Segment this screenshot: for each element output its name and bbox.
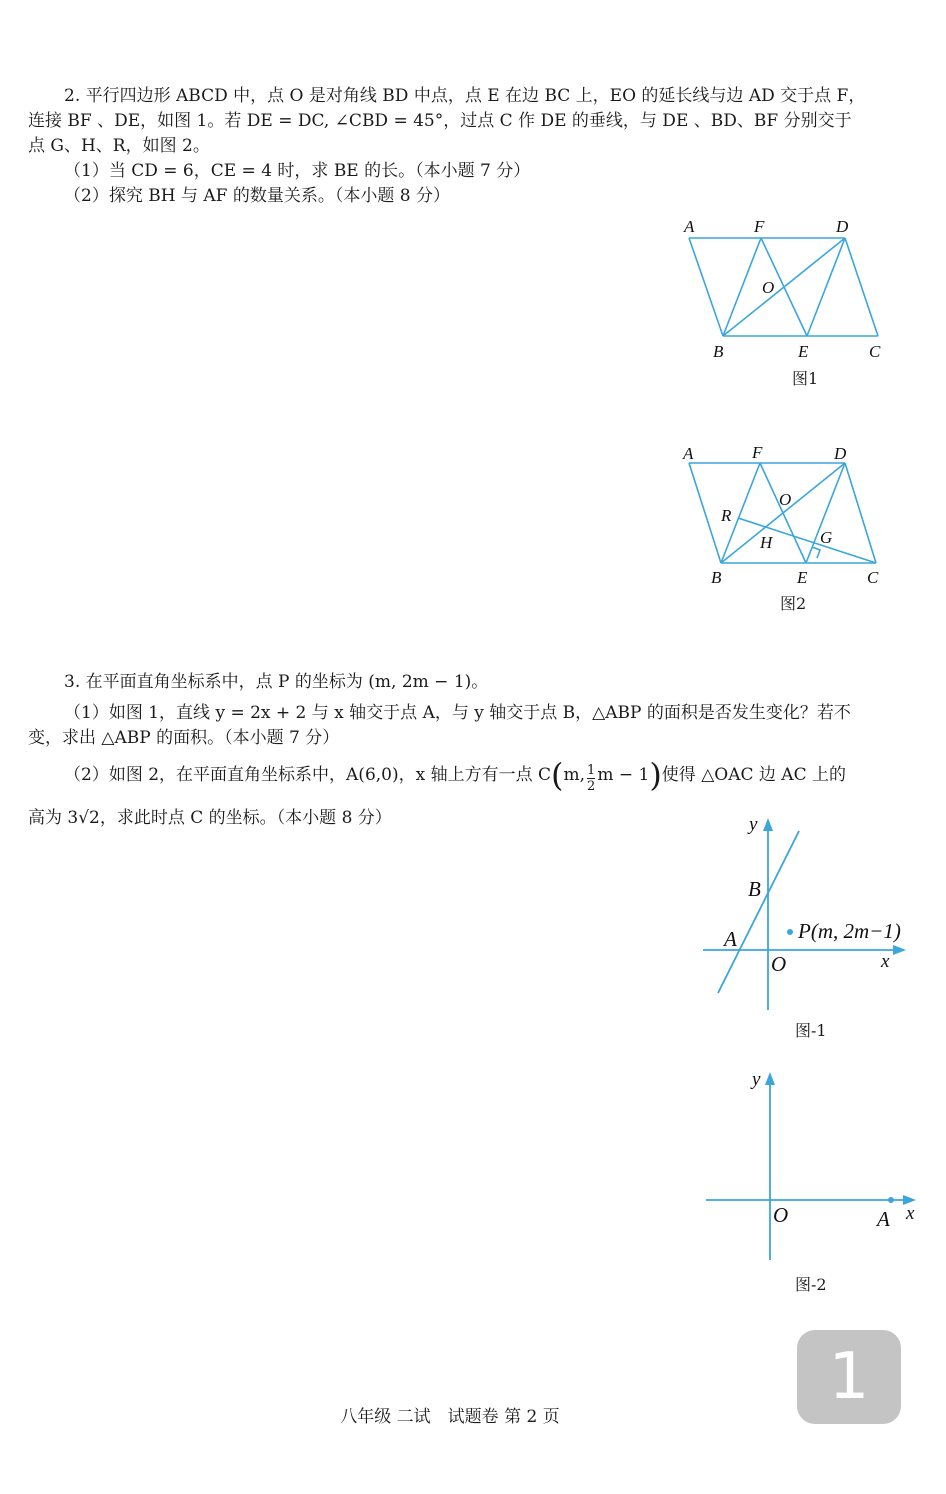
problem2-statement-line3: 点 G、H、R，如图 2。 [28,136,210,156]
fig2-label-E: E [797,568,808,587]
fig3a-label-B: B [748,877,761,901]
fig3b-label-O: O [773,1203,789,1227]
q2-fraction-num: 1 [587,763,596,778]
fig2-caption: 图2 [780,594,807,613]
problem2-question1: （1）当 CD = 6，CE = 4 时，求 BE 的长。（本小题 7 分） [64,161,531,181]
page-footer: 八年级 二试 试题卷 第 2 页 [340,1407,560,1427]
fig3b-y-axis-arrow [765,1072,775,1085]
problem2-statement-line1: 2. 平行四边形 ABCD 中，点 O 是对角线 BD 中点，点 E 在边 BC 上，EO 的延长线与边 AD 交于点 F， [64,86,866,106]
fig3a-caption: 图-1 [795,1021,827,1040]
fig3a-label-y: y [749,814,758,835]
fig1-caption: 图1 [792,369,819,388]
fig2-label-R: R [721,506,732,525]
fig1-label-C: C [869,342,881,361]
q2-paren-close: ) [649,756,662,794]
problem3-question1-line1: （1）如图 1，直线 y = 2x + 2 与 x 轴交于点 A，与 y 轴交于点 B，△ABP 的面积是否发生变化？若不 [64,703,851,723]
problem2-statement-line2: 连接 BF 、DE，如图 1。若 DE = DC, ∠CBD = 45°，过点 C 作 DE 的垂线，与 DE 、BD、BF 分别交于 [28,111,852,131]
fig3a-label-x: x [881,951,890,972]
q2-fraction-den: 2 [587,779,596,794]
page-number-badge[interactable]: 1 [797,1330,901,1424]
q2-text-after: 使得 △OAC 边 AC 上的 [661,765,846,785]
fig3b-caption: 图-2 [795,1275,827,1294]
fig2-label-F: F [752,443,763,462]
fig1-label-F: F [754,217,765,236]
fig2-label-H: H [760,533,773,552]
fig1-label-A: A [684,217,695,236]
fig2-label-A: A [683,444,694,463]
fig3a-label-P: P(m, 2m−1) [798,919,901,943]
fig3b-point-A [888,1197,894,1203]
fig3b-label-A: A [877,1207,890,1231]
q2-text-before: （2）如图 2，在平面直角坐标系中，A(6,0)，x 轴上方有一点 C [64,765,552,785]
problem3-question2-line2: 高为 3√2，求此时点 C 的坐标。（本小题 8 分） [28,808,392,828]
fig2-label-O: O [779,490,792,509]
q2-paren-open: ( [551,756,564,794]
problem3-question1-line2: 变，求出 △ABP 的面积。（本小题 7 分） [28,728,340,748]
fig3a-label-O: O [771,952,787,976]
fig1-label-B: B [713,342,724,361]
fig2-label-D: D [834,444,847,463]
problem2-question2: （2）探究 BH 与 AF 的数量关系。（本小题 8 分） [64,186,450,206]
fig2-label-C: C [867,568,879,587]
fig3b-label-x: x [906,1203,915,1224]
fig1-label-D: D [836,217,849,236]
fig2-label-G: G [820,528,833,547]
fig2-label-B: B [711,568,722,587]
problem3-statement: 3. 在平面直角坐标系中，点 P 的坐标为 (m, 2m − 1)。 [64,672,489,692]
fig3b-label-y: y [752,1069,761,1090]
q2-coord-m: m, [563,765,586,785]
q2-coord-rest: m − 1 [597,765,650,785]
fig1-label-O: O [762,278,775,297]
fig3a-label-A: A [724,927,737,951]
fig1-label-E: E [798,342,809,361]
